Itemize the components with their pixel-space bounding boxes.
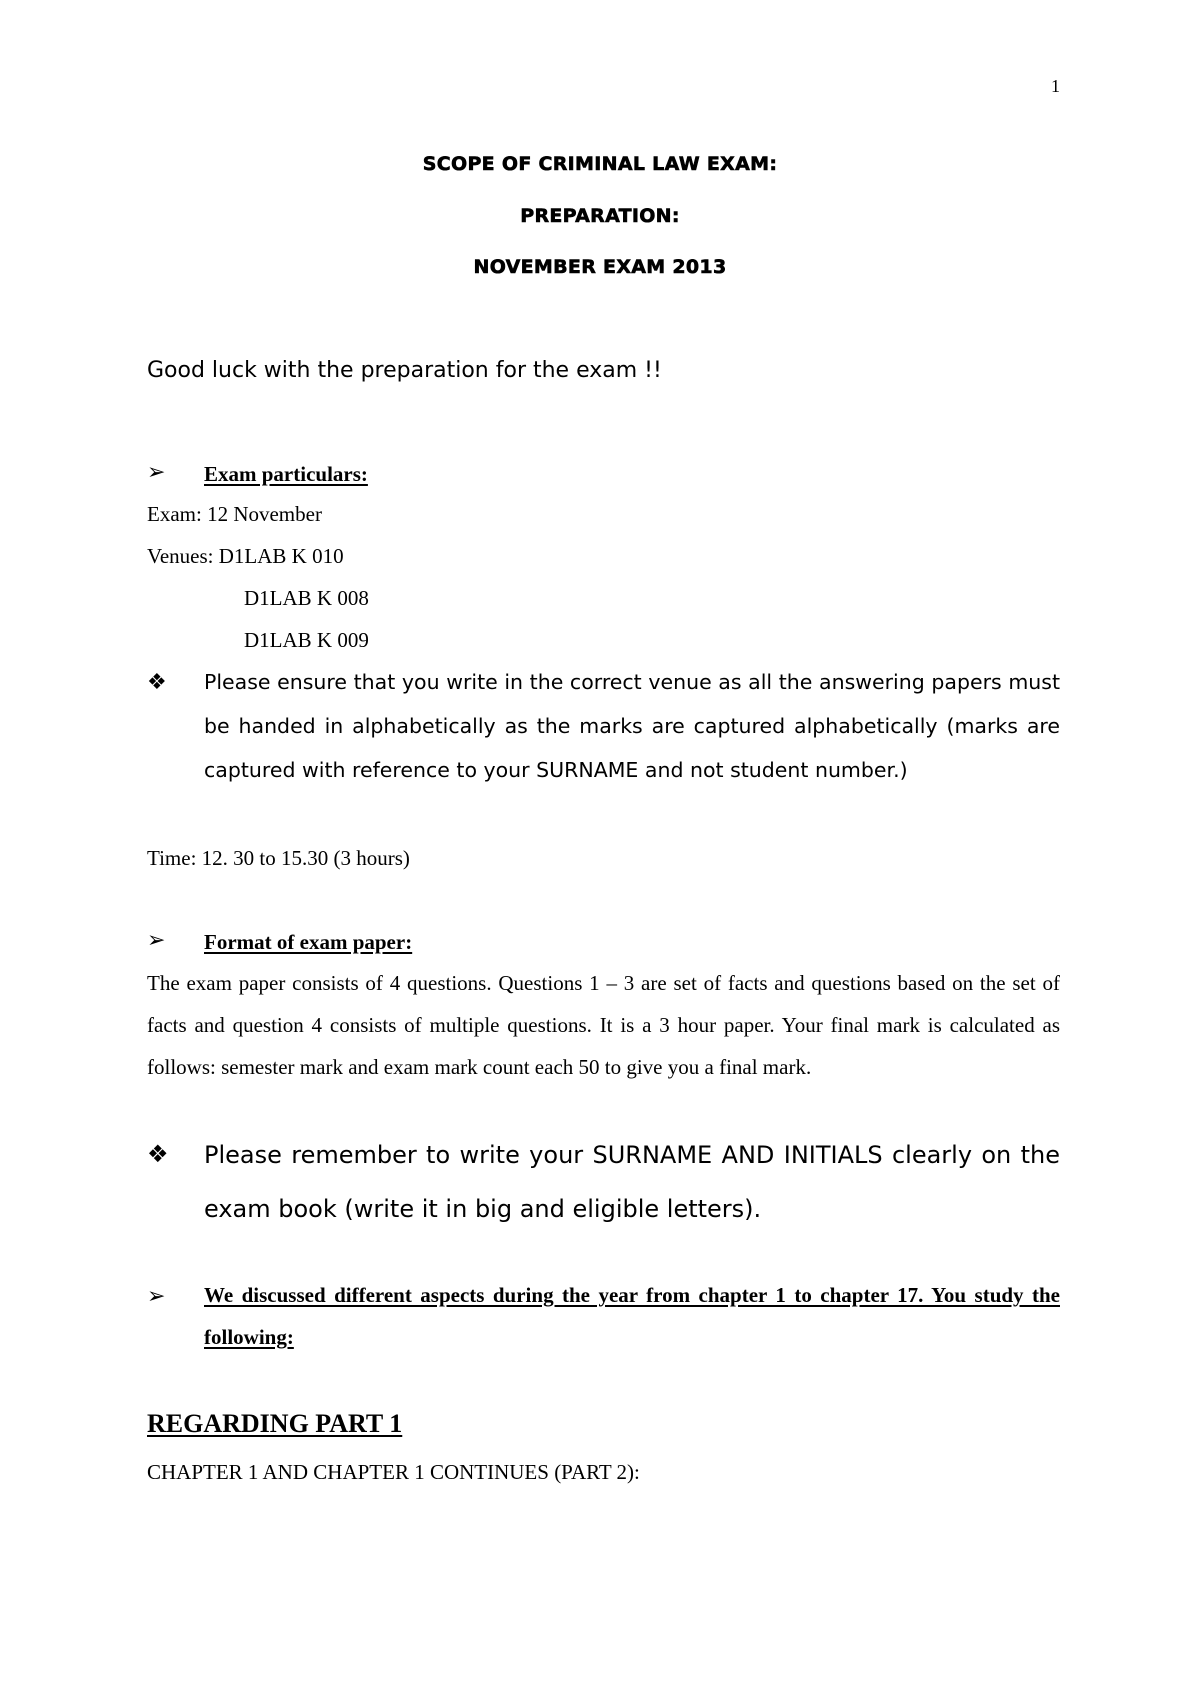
format-heading: Format of exam paper: bbox=[204, 930, 413, 954]
page-number: 1 bbox=[1051, 76, 1060, 96]
arrow-bullet-icon: ➢ bbox=[147, 460, 166, 485]
diamond-bullet-icon: ❖ bbox=[147, 1140, 169, 1168]
exam-date-line: Exam: 12 November bbox=[147, 502, 322, 526]
surname-reminder: Please remember to write your SURNAME AND INITIALS clearly on the exam book (write it in big and eligible letters). bbox=[204, 1141, 1060, 1223]
part-1-heading: REGARDING PART 1 bbox=[147, 1409, 403, 1438]
chapter-1-line: CHAPTER 1 AND CHAPTER 1 CONTINUES (PART 2): bbox=[147, 1460, 640, 1484]
title-line-1: SCOPE OF CRIMINAL LAW EXAM: bbox=[422, 153, 778, 175]
exam-particulars-heading: Exam particulars: bbox=[204, 462, 368, 486]
title-line-3: NOVEMBER EXAM 2013 bbox=[473, 256, 727, 278]
arrow-bullet-icon: ➢ bbox=[147, 928, 166, 953]
venue-note: Please ensure that you write in the correct venue as all the answering papers must be handed in alphabetically as the marks are captured alphabetically (marks are captured with reference to your SURNAME and not student number.) bbox=[204, 670, 1060, 782]
title-line-2: PREPARATION: bbox=[520, 205, 680, 227]
diamond-bullet-icon: ❖ bbox=[147, 670, 167, 695]
intro-text: Good luck with the preparation for the exam !! bbox=[147, 358, 662, 383]
format-paragraph: The exam paper consists of 4 questions. Questions 1 – 3 are set of facts and questions based on the set of facts and question 4 consists of multiple questions. It is a 3 hour paper. Your final mark is calculated as follows: semester mark and exam mark count each 50 to give you a final mark. bbox=[147, 971, 1060, 1079]
study-instruction: We discussed different aspects during the year from chapter 1 to chapter 17. You study the following: bbox=[204, 1283, 1060, 1349]
venue-line-2: D1LAB K 008 bbox=[244, 586, 369, 610]
arrow-bullet-icon: ➢ bbox=[147, 1284, 166, 1309]
venue-line-1: Venues: D1LAB K 010 bbox=[147, 544, 344, 568]
exam-time-line: Time: 12. 30 to 15.30 (3 hours) bbox=[147, 846, 410, 870]
venue-line-3: D1LAB K 009 bbox=[244, 628, 369, 652]
